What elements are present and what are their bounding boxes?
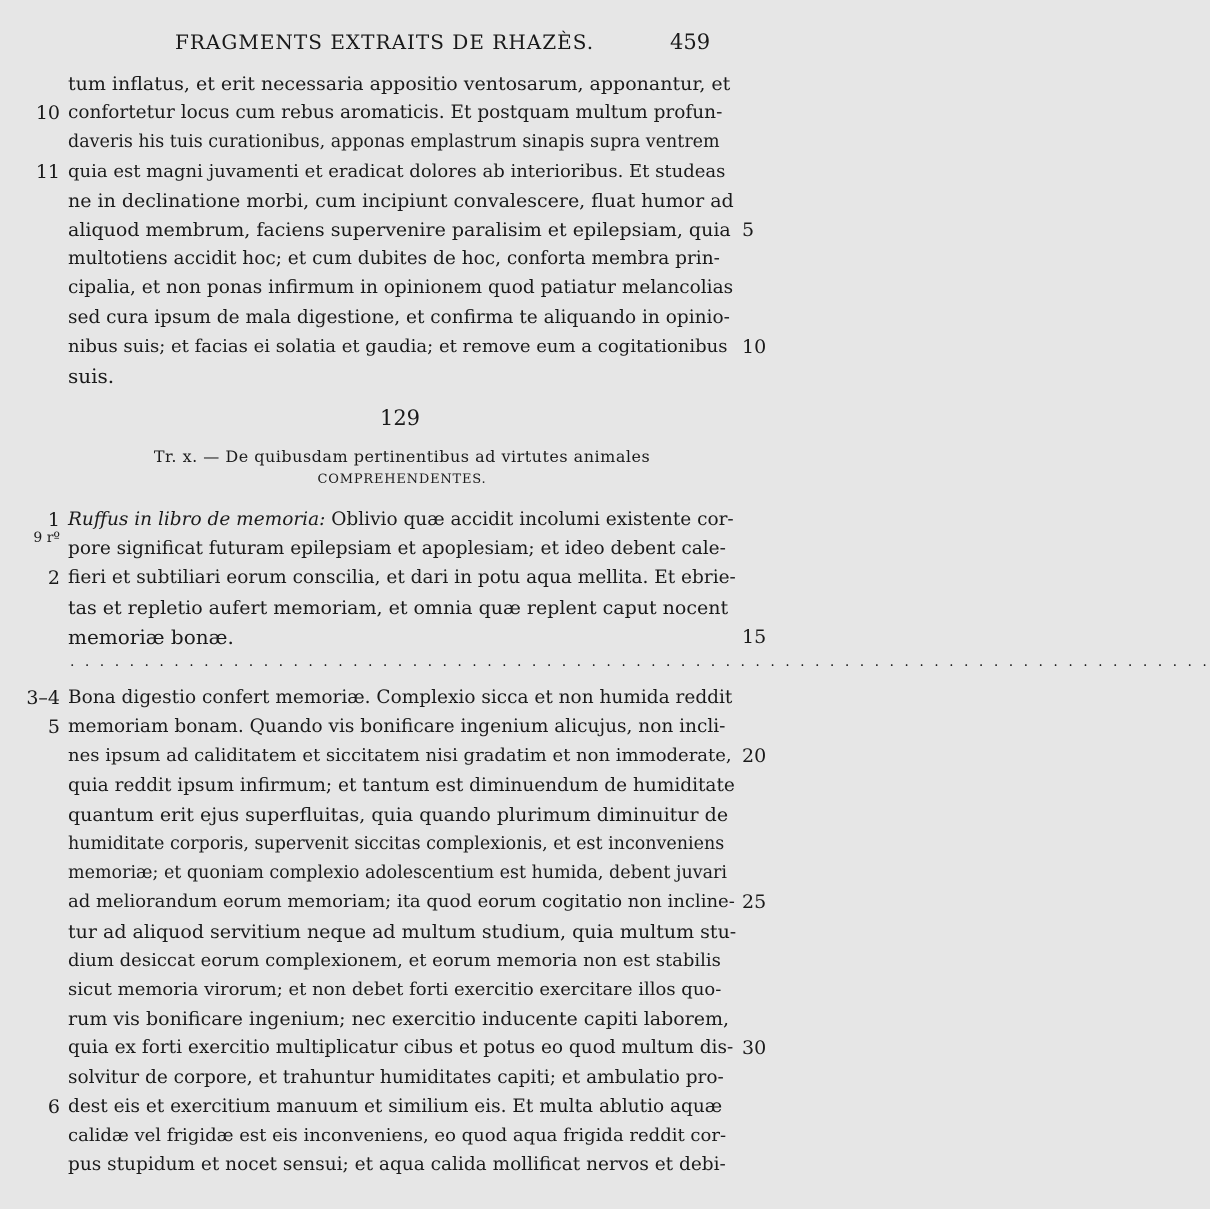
text-line <box>68 506 736 534</box>
text-line <box>68 158 736 186</box>
text-line <box>68 187 736 215</box>
text-line <box>68 1122 736 1150</box>
line-text: quia est magni juvamenti et eradicat dolores ab interioribus. Et studeas <box>68 161 726 182</box>
text-line <box>68 830 736 858</box>
text-line <box>68 535 736 563</box>
line-text: Oblivio quæ accidit incolumi existente cor- <box>325 509 734 530</box>
text-line <box>68 947 736 975</box>
margin-line-number: 30 <box>742 1037 767 1059</box>
text-line <box>68 362 736 390</box>
margin-line-number: 25 <box>742 891 767 913</box>
line-text: cipalia, et non ponas infirmum in opinionem quod patiatur melancolias <box>68 277 734 298</box>
line-text: quia reddit ipsum infirmum; et tantum est diminuendum de humiditate <box>68 775 735 796</box>
line-text: pus stupidum et nocet sensui; et aqua calida mollificat nervos et debi- <box>68 1154 726 1175</box>
text-line <box>68 1034 736 1062</box>
source-line-number: 6 <box>47 1096 60 1118</box>
line-text: dest eis et exercitium manuum et similium eis. Et multa ablutio aquæ <box>68 1096 723 1117</box>
line-text: humiditate corporis, supervenit siccitas complexionis, et est inconveniens <box>68 834 725 854</box>
line-text: suis. <box>68 364 115 388</box>
text-line <box>68 216 736 244</box>
text-line <box>68 70 736 98</box>
margin-line-number: 15 <box>742 626 767 648</box>
margin-line-number: 10 <box>742 336 767 358</box>
source-line-number: 11 <box>35 161 60 183</box>
line-text: pore significat futuram epilepsiam et apoplesiam; et ideo debent cale- <box>68 538 726 559</box>
text-line <box>68 801 736 829</box>
line-text: calidæ vel frigidæ est eis inconveniens, eo quod aqua frigida reddit cor- <box>68 1125 727 1146</box>
line-text: daveris his tuis curationibus, apponas emplastrum sinapis supra ventrem <box>68 132 720 152</box>
line-text: rum vis bonificare ingenium; nec exercitio inducente capiti laborem, <box>68 1008 730 1030</box>
text-line <box>68 594 736 622</box>
text-line <box>68 1005 736 1033</box>
line-text: ne in declinatione morbi, cum incipiunt convalescere, fluat humor ad <box>68 190 734 212</box>
text-line <box>68 772 736 800</box>
text-line <box>68 888 736 916</box>
line-text: fieri et subtiliari eorum conscilia, et dari in potu aqua mellita. Et ebrie- <box>68 567 736 588</box>
text-line <box>68 976 736 1004</box>
line-text: confortetur locus cum rebus aromaticis. Et postquam multum profun- <box>68 102 723 123</box>
source-line-number: 10 <box>35 102 60 124</box>
line-text: Bona digestio confert memoriæ. Complexio sicca et non humida reddit <box>68 687 733 708</box>
text-line <box>68 304 736 332</box>
line-text: memoriæ; et quoniam complexio adolescentium est humida, debent juvari <box>68 863 728 883</box>
text-line <box>68 713 736 741</box>
line-text: ad meliorandum eorum memoriam; ita quod eorum cogitatio non incline- <box>68 891 735 912</box>
text-line <box>68 742 736 770</box>
line-text: tas et repletio aufert memoriam, et omnia quæ replent caput nocent <box>68 597 729 619</box>
text-line <box>68 1064 736 1092</box>
text-line <box>68 859 736 887</box>
section-heading: Tr. x. — De quibusdam pertinentibus ad virtutes animales <box>153 447 651 466</box>
text-line <box>68 274 736 302</box>
running-title: FRAGMENTS EXTRAITS DE RHAZÈS. <box>175 30 595 54</box>
margin-line-number: 20 <box>742 745 767 767</box>
text-line <box>68 918 736 946</box>
line-text: aliquod membrum, faciens supervenire paralisim et epilepsiam, quia <box>68 219 731 241</box>
line-text: dium desiccat eorum complexionem, et eorum memoria non est stabilis <box>68 950 721 971</box>
text-line <box>68 564 736 592</box>
line-text: tur ad aliquod servitium neque ad multum studium, quia multum stu- <box>68 921 737 943</box>
line-text: sed cura ipsum de mala digestione, et confirma te aliquando in opinio- <box>68 307 730 328</box>
text-line <box>68 128 736 156</box>
source-line-number: 1 <box>47 509 60 531</box>
running-head <box>0 30 800 60</box>
line-text: quia ex forti exercitio multiplicatur cibus et potus eo quod multum dis- <box>68 1037 734 1058</box>
section-heading-continued: COMPREHENDENTES. <box>317 472 487 487</box>
line-text: solvitur de corpore, et trahuntur humiditates capiti; et ambulatio pro- <box>68 1067 724 1088</box>
line-text: memoriæ bonæ. <box>68 625 234 649</box>
text-line <box>68 1093 736 1121</box>
line-text: sicut memoria virorum; et non debet forti exercitio exercitare illos quo- <box>68 979 722 1000</box>
text-line <box>68 99 736 127</box>
text-line <box>68 623 736 651</box>
lacuna-dots: . . . . . . . . . . . . . . . . . . . . . . . . . . . . . . . . . . . . . . . . . . . . . . . . . . . . . . . . . . . . . . . . . . . . . . . . . . . . . <box>70 654 1210 670</box>
line-text: memoriam bonam. Quando vis bonificare ingenium alicujus, non incli- <box>68 716 726 737</box>
margin-line-number: 5 <box>742 219 755 241</box>
text-line <box>68 245 736 273</box>
line-text: tum inflatus, et erit necessaria appositio ventosarum, apponantur, et <box>68 73 731 95</box>
source-line-number: 3–4 <box>26 687 60 709</box>
line-text: quantum erit ejus superfluitas, quia quando plurimum diminuitur de <box>68 804 729 826</box>
text-line <box>68 333 736 361</box>
page-number: 459 <box>670 30 711 54</box>
line-text: nibus suis; et facias ei solatia et gaudia; et remove eum a cogitationibus <box>68 336 728 357</box>
line-text: multotiens accidit hoc; et cum dubites de hoc, conforta membra prin- <box>68 248 720 269</box>
line-text: nes ipsum ad caliditatem et siccitatem nisi gradatim et non immoderate, <box>68 745 732 766</box>
folio-reference: 9 rº <box>33 530 60 546</box>
text-line <box>68 1151 736 1179</box>
citation-source: Ruffus in libro de memoria: <box>68 509 326 530</box>
source-line-number: 5 <box>47 716 60 738</box>
section-number: 129 <box>379 406 421 430</box>
source-line-number: 2 <box>47 567 60 589</box>
text-line <box>68 684 736 712</box>
